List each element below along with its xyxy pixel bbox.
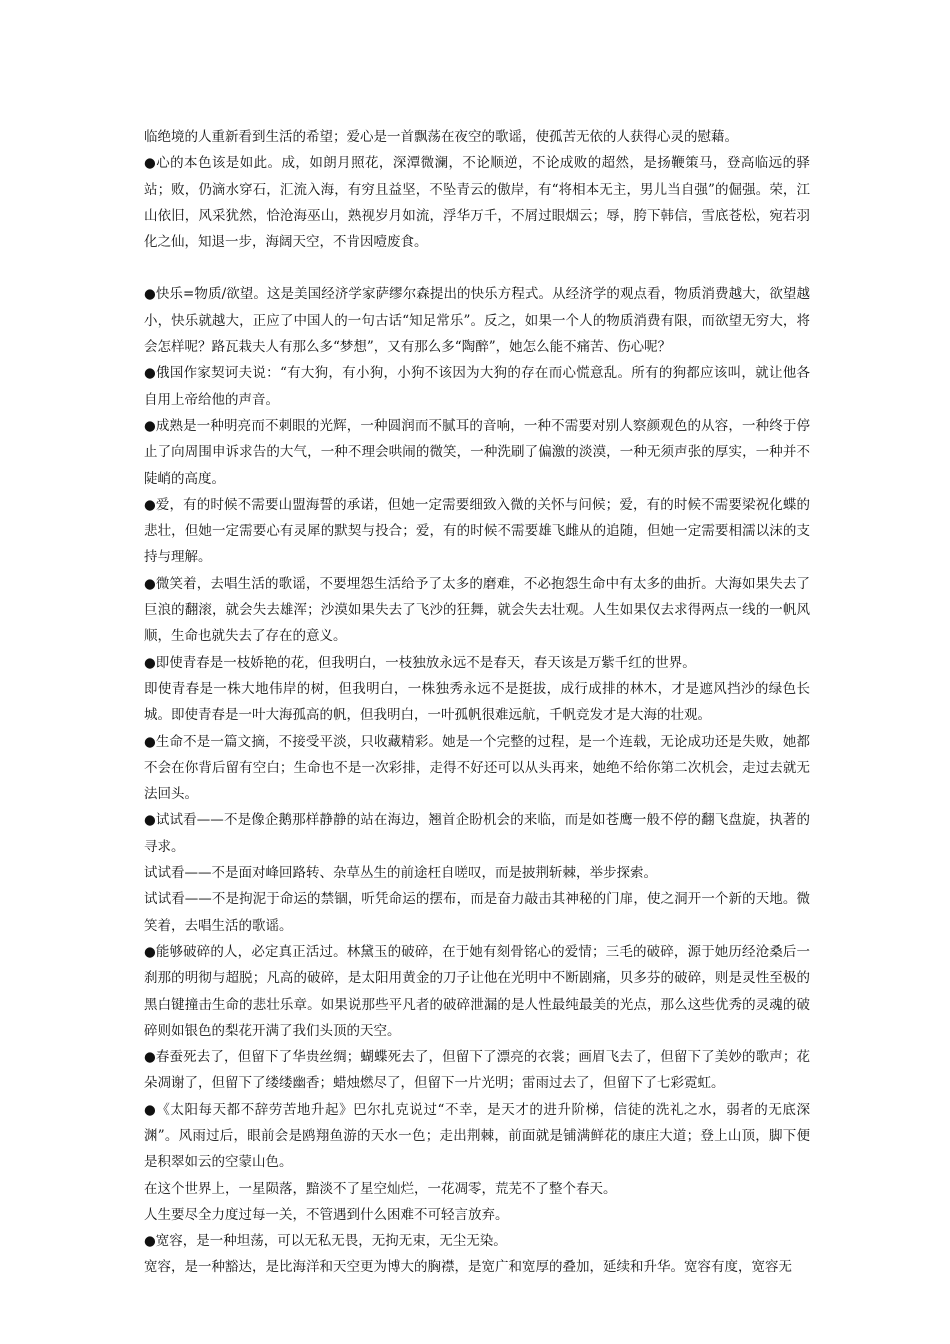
paragraph: 在这个世界上，一星陨落，黯淡不了星空灿烂，一花凋零，荒芜不了整个春天。 bbox=[144, 1180, 617, 1197]
paragraph: ●春蚕死去了，但留下了华贵丝绸；蝴蝶死去了，但留下了漂亮的衣裳；画眉飞去了，但留下了美妙的歌声；花朵凋谢了，但留下了缕缕幽香；蜡烛燃尽了，但留下一片光明；雷雨过去了，但留下了七彩霓虹。 bbox=[144, 1049, 810, 1092]
paragraph: 宽容，是一种豁达，是比海洋和天空更为博大的胸襟，是宽广和宽厚的叠加，延续和升华。宽容有度，宽容无 bbox=[144, 1259, 792, 1276]
paragraph: ●《太阳每天都不辞劳苦地升起》巴尔扎克说过“不幸，是天才的进升阶梯，信徒的洗礼之水，弱者的无底深渊”。风雨过后，眼前会是鸥翔鱼游的天水一色；走出荆棘，前面就是铺满鲜花的康庄大道；登上山顶，脚下便是积翠如云的空蒙山色。 bbox=[144, 1101, 810, 1171]
paragraph: ●生命不是一篇文摘，不接受平淡，只收藏精彩。她是一个完整的过程，是一个连载，无论成功还是失败，她都不会在你背后留有空白；生命也不是一次彩排，走得不好还可以从头再来，她绝不给你第二次机会，走过去就无法回头。 bbox=[144, 733, 810, 803]
paragraph: ●能够破碎的人，必定真正活过。林黛玉的破碎，在于她有刻骨铭心的爱情；三毛的破碎，源于她历经沧桑后一刹那的明彻与超脱；凡高的破碎，是太阳用黄金的刀子让他在光明中不断剧痛，贝多芬的破碎，则是灵性至极的黑白键撞击生命的悲壮乐章。如果说那些平凡者的破碎泄漏的是人性最纯最美的光点，那么这些优秀的灵魂的破碎则如银色的梨花开满了我们头顶的天空。 bbox=[144, 943, 810, 1039]
paragraph: 即使青春是一株大地伟岸的树，但我明白，一株独秀永远不是挺拔，成行成排的林木，才是遮风挡沙的绿色长城。即使青春是一叶大海孤高的帆，但我明白，一叶孤帆很难远航，千帆竞发才是大海的壮观。 bbox=[144, 680, 810, 724]
paragraph: ●心的本色该是如此。成，如朗月照花，深潭微澜，不论顺逆，不论成败的超然，是扬鞭策马，登高临远的驿站；败，仍滴水穿石，汇流入海，有穷且益坚，不坠青云的傲岸，有“将相本无主，男儿当自强”的倔强。荣，江山依旧，风采犹然，恰沧海巫山，熟视岁月如流，浮华万千，不屑过眼烟云；辱，胯下韩信，雪底苍松，宛若羽化之仙，知退一步，海阔天空，不肯因噎废食。 bbox=[144, 155, 810, 251]
paragraph: ●即使青春是一枝娇艳的花，但我明白，一枝独放永远不是春天，春天该是万紫千红的世界。 bbox=[144, 654, 696, 671]
paragraph: ●爱，有的时候不需要山盟海誓的承诺，但她一定需要细致入微的关怀与问候；爱，有的时候不需要梁祝化蝶的悲壮，但她一定需要心有灵犀的默契与投合；爱，有的时候不需要雄飞雌从的追随，但她一定需要相濡以沫的支持与理解。 bbox=[144, 496, 810, 566]
document-page bbox=[144, 124, 810, 1281]
paragraph: ●宽容，是一种坦荡，可以无私无畏，无拘无束，无尘无染。 bbox=[144, 1233, 507, 1250]
paragraph: 临绝境的人重新看到生活的希望；爱心是一首飘荡在夜空的歌谣，使孤苦无依的人获得心灵的慰藉。 bbox=[144, 129, 738, 145]
paragraph: 试试看——不是面对峰回路转、杂草丛生的前途枉自嗟叹，而是披荆斩棘，举步探索。 bbox=[144, 865, 657, 882]
paragraph: 试试看——不是拘泥于命运的禁锢，听凭命运的摆布，而是奋力敲击其神秘的门扉，使之洞开一个新的天地。微笑着，去唱生活的歌谣。 bbox=[144, 891, 810, 934]
paragraph: 人生要尽全力度过每一关，不管遇到什么困难不可轻言放弃。 bbox=[144, 1206, 509, 1223]
paragraph: ●成熟是一种明亮而不刺眼的光辉，一种圆润而不腻耳的音响，一种不需要对别人察颜观色的从容，一种终于停止了向周围申诉求告的大气，一种不理会哄闹的微笑，一种洗刷了偏激的淡漠，一种无须声张的厚实，一种并不陡峭的高度。 bbox=[144, 417, 810, 487]
paragraph-gap bbox=[144, 255, 810, 281]
paragraph: ●俄国作家契诃夫说：“有大狗，有小狗，小狗不该因为大狗的存在而心慌意乱。所有的狗都应该叫，就让他各自用上帝给他的声音。 bbox=[144, 365, 810, 408]
paragraph: ●快乐=物质/欲望。这是美国经济学家萨缪尔森提出的快乐方程式。从经济学的观点看，物质消费越大，欲望越小，快乐就越大，正应了中国人的一句古话“知足常乐”。反之，如果一个人的物质消费有限，而欲望无穷大，将会怎样呢？路瓦栽夫人有那么多“梦想”，又有那么多“陶醉”，她怎么能不痛苦、伤心呢？ bbox=[144, 286, 810, 356]
paragraph: ●试试看——不是像企鹅那样静静的站在海边，翘首企盼机会的来临，而是如苍鹰一般不停的翻飞盘旋，执著的寻求。 bbox=[144, 812, 810, 855]
paragraph: ●微笑着，去唱生活的歌谣，不要埋怨生活给予了太多的磨难，不必抱怨生命中有太多的曲折。大海如果失去了巨浪的翻滚，就会失去雄浑；沙漠如果失去了飞沙的狂舞，就会失去壮观。人生如果仅去求得两点一线的一帆风顺，生命也就失去了存在的意义。 bbox=[144, 575, 810, 645]
